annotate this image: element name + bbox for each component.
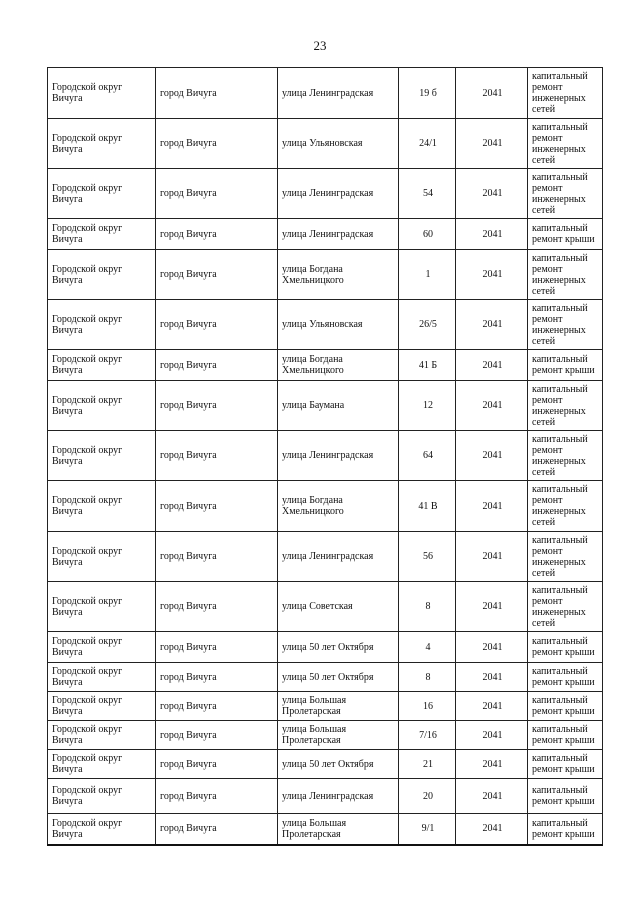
table-row: [48, 169, 603, 219]
municipality-cell: Городской округ Вичуга: [48, 219, 156, 250]
settlement-cell: город Вичуга: [156, 532, 278, 582]
repair-year-cell: 2041: [456, 68, 528, 119]
work-type-cell: капитальный ремонт инженерных сетей: [528, 250, 603, 300]
settlement-cell: город Вичуга: [156, 219, 278, 250]
table-row: [48, 750, 603, 779]
repair-year-cell: 2041: [456, 779, 528, 814]
settlement-cell: город Вичуга: [156, 814, 278, 845]
settlement-cell: город Вичуга: [156, 169, 278, 219]
work-type-cell: капитальный ремонт крыши: [528, 692, 603, 721]
house-number-cell: 24/1: [399, 119, 456, 169]
work-type-cell: капитальный ремонт крыши: [528, 219, 603, 250]
table-row: [48, 68, 603, 119]
settlement-cell: город Вичуга: [156, 582, 278, 632]
repair-year-cell: 2041: [456, 219, 528, 250]
house-number-cell: 60: [399, 219, 456, 250]
municipality-cell: Городской округ Вичуга: [48, 300, 156, 350]
repair-year-cell: 2041: [456, 532, 528, 582]
house-number-cell: 19 б: [399, 68, 456, 119]
repair-year-cell: 2041: [456, 481, 528, 532]
street-cell: улица 50 лет Октября: [278, 632, 399, 663]
municipality-cell: Городской округ Вичуга: [48, 721, 156, 750]
repair-year-cell: 2041: [456, 632, 528, 663]
page-number: 23: [313, 38, 327, 53]
house-number-cell: 8: [399, 582, 456, 632]
house-number-cell: 41 В: [399, 481, 456, 532]
house-number-cell: 20: [399, 779, 456, 814]
table-row: [48, 532, 603, 582]
street-cell: улица Большая Пролетарская: [278, 814, 399, 845]
municipality-cell: Городской округ Вичуга: [48, 119, 156, 169]
table-row: [48, 814, 603, 845]
repair-year-cell: 2041: [456, 692, 528, 721]
settlement-cell: город Вичуга: [156, 381, 278, 431]
house-number-cell: 54: [399, 169, 456, 219]
municipality-cell: Городской округ Вичуга: [48, 779, 156, 814]
street-cell: улица 50 лет Октября: [278, 750, 399, 779]
work-type-cell: капитальный ремонт крыши: [528, 721, 603, 750]
house-number-cell: 4: [399, 632, 456, 663]
settlement-cell: город Вичуга: [156, 68, 278, 119]
municipality-cell: Городской округ Вичуга: [48, 481, 156, 532]
municipality-cell: Городской округ Вичуга: [48, 663, 156, 692]
house-number-cell: 16: [399, 692, 456, 721]
street-cell: улица Ленинградская: [278, 169, 399, 219]
street-cell: улица 50 лет Октября: [278, 663, 399, 692]
repair-year-cell: 2041: [456, 119, 528, 169]
table-row: [48, 300, 603, 350]
work-type-cell: капитальный ремонт крыши: [528, 663, 603, 692]
work-type-cell: капитальный ремонт инженерных сетей: [528, 582, 603, 632]
table-row: [48, 721, 603, 750]
repair-year-cell: 2041: [456, 300, 528, 350]
settlement-cell: город Вичуга: [156, 431, 278, 481]
table-body: [48, 68, 603, 845]
table-row: [48, 219, 603, 250]
street-cell: улица Большая Пролетарская: [278, 692, 399, 721]
house-number-cell: 56: [399, 532, 456, 582]
house-number-cell: 1: [399, 250, 456, 300]
street-cell: улица Богдана Хмельницкого: [278, 481, 399, 532]
settlement-cell: город Вичуга: [156, 663, 278, 692]
table-row: [48, 692, 603, 721]
work-type-cell: капитальный ремонт инженерных сетей: [528, 431, 603, 481]
municipality-cell: Городской округ Вичуга: [48, 750, 156, 779]
repair-year-cell: 2041: [456, 750, 528, 779]
street-cell: улица Ульяновская: [278, 119, 399, 169]
table-row: [48, 779, 603, 814]
repair-year-cell: 2041: [456, 814, 528, 845]
street-cell: улица Ленинградская: [278, 779, 399, 814]
street-cell: улица Ульяновская: [278, 300, 399, 350]
repair-year-cell: 2041: [456, 721, 528, 750]
street-cell: улица Советская: [278, 582, 399, 632]
house-number-cell: 64: [399, 431, 456, 481]
repair-year-cell: 2041: [456, 381, 528, 431]
work-type-cell: капитальный ремонт крыши: [528, 750, 603, 779]
settlement-cell: город Вичуга: [156, 779, 278, 814]
municipality-cell: Городской округ Вичуга: [48, 68, 156, 119]
table-row: [48, 350, 603, 381]
municipality-cell: Городской округ Вичуга: [48, 632, 156, 663]
table-row: [48, 632, 603, 663]
work-type-cell: капитальный ремонт инженерных сетей: [528, 381, 603, 431]
settlement-cell: город Вичуга: [156, 750, 278, 779]
work-type-cell: капитальный ремонт инженерных сетей: [528, 119, 603, 169]
municipality-cell: Городской округ Вичуга: [48, 532, 156, 582]
work-type-cell: капитальный ремонт инженерных сетей: [528, 532, 603, 582]
work-type-cell: капитальный ремонт крыши: [528, 350, 603, 381]
repair-year-cell: 2041: [456, 663, 528, 692]
settlement-cell: город Вичуга: [156, 350, 278, 381]
settlement-cell: город Вичуга: [156, 692, 278, 721]
table-row: [48, 119, 603, 169]
house-number-cell: 26/5: [399, 300, 456, 350]
municipality-cell: Городской округ Вичуга: [48, 431, 156, 481]
municipality-cell: Городской округ Вичуга: [48, 582, 156, 632]
street-cell: улица Баумана: [278, 381, 399, 431]
table-row: [48, 663, 603, 692]
table-row: [48, 431, 603, 481]
street-cell: улица Ленинградская: [278, 431, 399, 481]
street-cell: улица Ленинградская: [278, 68, 399, 119]
settlement-cell: город Вичуга: [156, 721, 278, 750]
table-row: [48, 250, 603, 300]
settlement-cell: город Вичуга: [156, 119, 278, 169]
street-cell: улица Ленинградская: [278, 219, 399, 250]
settlement-cell: город Вичуга: [156, 481, 278, 532]
house-number-cell: 41 Б: [399, 350, 456, 381]
street-cell: улица Богдана Хмельницкого: [278, 250, 399, 300]
repair-year-cell: 2041: [456, 582, 528, 632]
work-type-cell: капитальный ремонт инженерных сетей: [528, 68, 603, 119]
work-type-cell: капитальный ремонт крыши: [528, 814, 603, 845]
settlement-cell: город Вичуга: [156, 632, 278, 663]
house-number-cell: 12: [399, 381, 456, 431]
municipality-cell: Городской округ Вичуга: [48, 250, 156, 300]
repair-year-cell: 2041: [456, 169, 528, 219]
settlement-cell: город Вичуга: [156, 300, 278, 350]
house-number-cell: 21: [399, 750, 456, 779]
house-number-cell: 9/1: [399, 814, 456, 845]
work-type-cell: капитальный ремонт крыши: [528, 779, 603, 814]
street-cell: улица Большая Пролетарская: [278, 721, 399, 750]
settlement-cell: город Вичуга: [156, 250, 278, 300]
table-row: [48, 481, 603, 532]
municipality-cell: Городской округ Вичуга: [48, 692, 156, 721]
street-cell: улица Ленинградская: [278, 532, 399, 582]
housing-repair-table: [47, 67, 603, 846]
table-row: [48, 381, 603, 431]
municipality-cell: Городской округ Вичуга: [48, 350, 156, 381]
work-type-cell: капитальный ремонт инженерных сетей: [528, 169, 603, 219]
municipality-cell: Городской округ Вичуга: [48, 169, 156, 219]
work-type-cell: капитальный ремонт инженерных сетей: [528, 300, 603, 350]
work-type-cell: капитальный ремонт крыши: [528, 632, 603, 663]
repair-year-cell: 2041: [456, 250, 528, 300]
municipality-cell: Городской округ Вичуга: [48, 814, 156, 845]
work-type-cell: капитальный ремонт инженерных сетей: [528, 481, 603, 532]
municipality-cell: Городской округ Вичуга: [48, 381, 156, 431]
table-row: [48, 582, 603, 632]
house-number-cell: 7/16: [399, 721, 456, 750]
repair-year-cell: 2041: [456, 431, 528, 481]
street-cell: улица Богдана Хмельницкого: [278, 350, 399, 381]
house-number-cell: 8: [399, 663, 456, 692]
repair-year-cell: 2041: [456, 350, 528, 381]
